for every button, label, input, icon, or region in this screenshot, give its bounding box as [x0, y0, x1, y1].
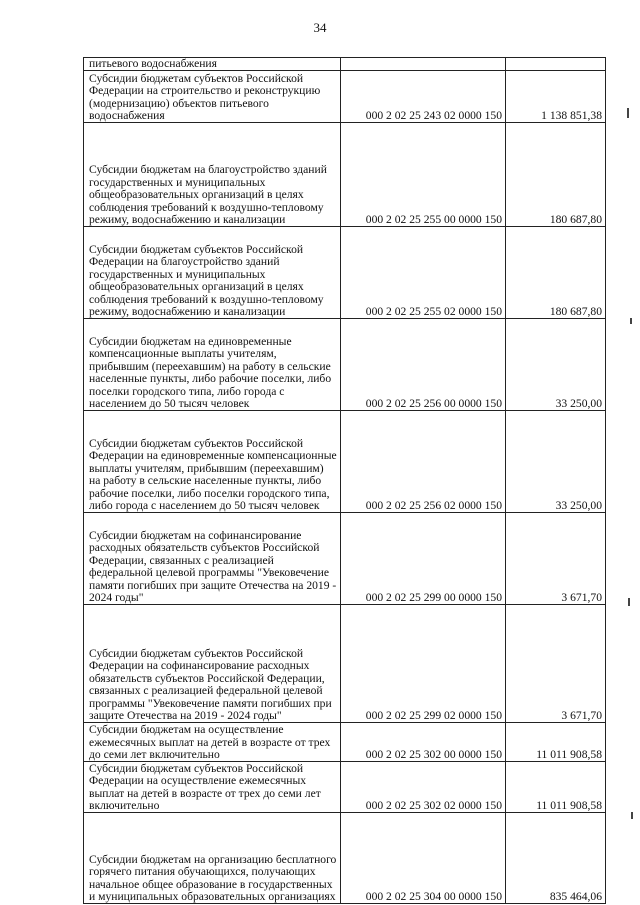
budget-revenue-table: [83, 57, 606, 904]
row-code: 000 2 02 25 256 02 0000 150: [341, 411, 506, 513]
row-name: Субсидии бюджетам на осуществление ежемесячных выплат на детей в возрасте от трех до семи лет включительно: [84, 723, 341, 762]
row-code: 000 2 02 25 302 00 0000 150: [341, 723, 506, 762]
row-name: Субсидии бюджетам на благоустройство зданий государственных и муниципальных общеобразовательных организаций в целях соблюдения требований к воздушно-тепловому режиму, водоснабжению и канализации: [84, 123, 341, 227]
table-row: [84, 71, 606, 123]
scan-speck: [631, 812, 633, 819]
row-name: Субсидии бюджетам субъектов Российской Федерации на строительство и реконструкцию (модернизацию) объектов питьевого водоснабжения: [84, 71, 341, 123]
row-code: 000 2 02 25 299 00 0000 150: [341, 513, 506, 605]
row-amount: 3 671,70: [506, 513, 606, 605]
scan-speck: [630, 318, 632, 324]
row-amount: 11 011 908,58: [506, 723, 606, 762]
row-amount: 180 687,80: [506, 123, 606, 227]
row-name: Субсидии бюджетам субъектов Российской Федерации на благоустройство зданий государственных и муниципальных общеобразовательных организаций в целях соблюдения требований к воздушно-тепловому режиму, водоснабжению и канализации: [84, 227, 341, 319]
table-row: [84, 319, 606, 411]
row-name: Субсидии бюджетам субъектов Российской Федерации на единовременные компенсационные выплаты учителям, прибывшим (переехавшим) на работу в сельские населенные пункты, либо рабочие поселки, либо поселки городского типа, либо города с населением до 50 тысяч человек: [84, 411, 341, 513]
row-code: 000 2 02 25 255 02 0000 150: [341, 227, 506, 319]
row-code: 000 2 02 25 255 00 0000 150: [341, 123, 506, 227]
row-code: 000 2 02 25 304 00 0000 150: [341, 813, 506, 904]
table-row: [84, 813, 606, 904]
table-row: [84, 123, 606, 227]
scan-speck: [627, 108, 629, 118]
table-row: [84, 605, 606, 723]
table-row: [84, 762, 606, 813]
row-code: 000 2 02 25 243 02 0000 150: [341, 71, 506, 123]
row-amount: 33 250,00: [506, 319, 606, 411]
row-code: [341, 58, 506, 71]
row-name: Субсидии бюджетам субъектов Российской Федерации на осуществление ежемесячных выплат на детей в возрасте от трех до семи лет включительно: [84, 762, 341, 813]
row-amount: 11 011 908,58: [506, 762, 606, 813]
scan-speck: [628, 598, 630, 606]
row-name: питьевого водоснабжения: [84, 58, 341, 71]
row-name: Субсидии бюджетам на софинансирование расходных обязательств субъектов Российской Федерации, связанных с реализацией федеральной целевой программы "Увековечение памяти погибших при защите Отечества на 2019 - 2024 годы": [84, 513, 341, 605]
row-code: 000 2 02 25 256 00 0000 150: [341, 319, 506, 411]
row-amount: [506, 58, 606, 71]
row-code: 000 2 02 25 299 02 0000 150: [341, 605, 506, 723]
row-amount: 180 687,80: [506, 227, 606, 319]
row-code: 000 2 02 25 302 02 0000 150: [341, 762, 506, 813]
row-amount: 3 671,70: [506, 605, 606, 723]
row-name: Субсидии бюджетам на организацию бесплатного горячего питания обучающихся, получающих начальное общее образование в государственных и муниципальных образовательных организациях: [84, 813, 341, 904]
table-row: [84, 723, 606, 762]
table-row: [84, 411, 606, 513]
row-amount: 33 250,00: [506, 411, 606, 513]
table-row: [84, 513, 606, 605]
table-row: [84, 227, 606, 319]
page-number: 34: [313, 20, 327, 35]
row-name: Субсидии бюджетам на единовременные компенсационные выплаты учителям, прибывшим (переехавшим) на работу в сельские населенные пункты, либо рабочие поселки, либо поселки городского типа, либо города с населением до 50 тысяч человек: [84, 319, 341, 411]
row-amount: 1 138 851,38: [506, 71, 606, 123]
row-amount: 835 464,06: [506, 813, 606, 904]
table-row: [84, 58, 606, 71]
row-name: Субсидии бюджетам субъектов Российской Федерации на софинансирование расходных обязательств субъектов Российской Федерации, связанных с реализацией федеральной целевой программы "Увековечение памяти погибших при защите Отечества на 2019 - 2024 годы": [84, 605, 341, 723]
